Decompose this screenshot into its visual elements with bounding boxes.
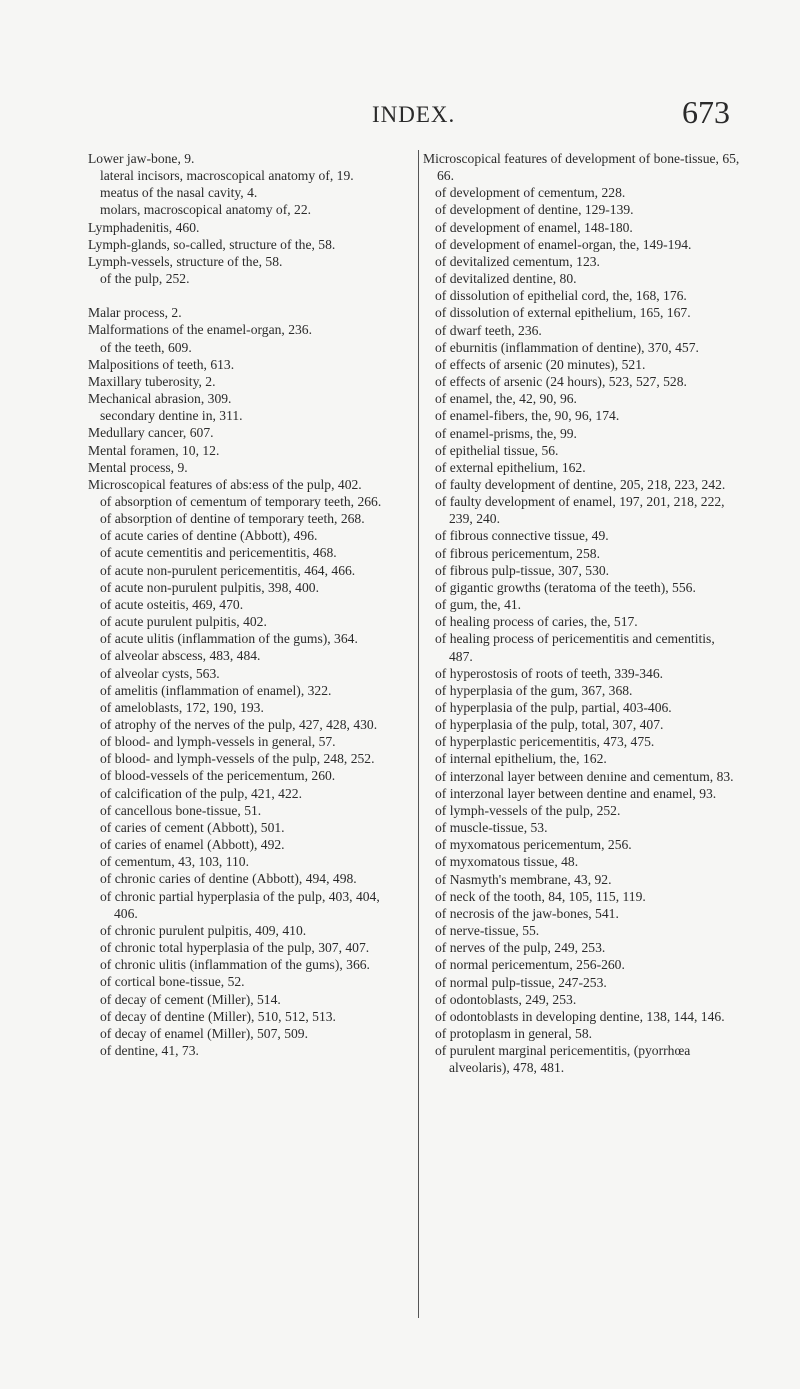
index-entry: Microscopical features of abs:ess of the pulp, 402. bbox=[88, 476, 362, 492]
index-subentry: of lymph-vessels of the pulp, 252. bbox=[435, 802, 621, 818]
index-subentry: of the teeth, 609. bbox=[100, 339, 192, 355]
index-subentry: of hyperplasia of the pulp, total, 307, 407. bbox=[435, 717, 664, 733]
index-subentry: of purulent marginal pericementitis, (pyorrhœa alveolaris), 478, 481. bbox=[435, 1043, 691, 1076]
index-subentry: of cementum, 43, 103, 110. bbox=[100, 854, 250, 870]
index-subentry: of decay of dentine (Miller), 510, 512, 513. bbox=[100, 1008, 336, 1024]
section-gap bbox=[88, 287, 404, 304]
index-subentry: of cancellous bone-tissue, 51. bbox=[100, 802, 262, 818]
index-subentry: of fibrous pericementum, 258. bbox=[435, 545, 600, 561]
index-subentry: of development of cementum, 228. bbox=[435, 185, 626, 201]
index-subentry: of chronic purulent pulpitis, 409, 410. bbox=[100, 922, 307, 938]
page-header bbox=[0, 94, 800, 138]
index-subentry: of fibrous pulp-tissue, 307, 530. bbox=[435, 562, 610, 578]
index-entry: Mental process, 9. bbox=[88, 459, 188, 475]
running-title: INDEX. bbox=[372, 102, 456, 127]
index-subentry: of faulty development of dentine, 205, 218, 223, 242. bbox=[435, 476, 726, 492]
index-subentry: of gigantic growths (teratoma of the teeth), 556. bbox=[435, 579, 696, 595]
index-subentry: of hyperplasia of the gum, 367, 368. bbox=[435, 682, 633, 698]
index-subentry: of myxomatous tissue, 48. bbox=[435, 854, 579, 870]
index-subentry: meatus of the nasal cavity, 4. bbox=[100, 185, 258, 201]
page-number: 673 bbox=[682, 94, 730, 130]
index-subentry: of Nasmyth's membrane, 43, 92. bbox=[435, 871, 612, 887]
index-subentry: of dissolution of external epithelium, 165, 167. bbox=[435, 305, 691, 321]
index-subentry: of acute non-purulent pulpitis, 398, 400. bbox=[100, 579, 319, 595]
index-subentry: of chronic ulitis (inflammation of the gums), 366. bbox=[100, 957, 370, 973]
index-subentry: secondary dentine in, 311. bbox=[100, 408, 243, 424]
index-subentry: of cortical bone-tissue, 52. bbox=[100, 974, 245, 990]
index-subentry: of absorption of cementum of temporary teeth, 266. bbox=[100, 493, 382, 509]
index-subentry: of necrosis of the jaw-bones, 541. bbox=[435, 905, 619, 921]
index-entry: Lymph-glands, so-called, structure of the, 58. bbox=[88, 236, 336, 252]
index-entry: Lymph-vessels, structure of the, 58. bbox=[88, 253, 283, 269]
index-subentry: lateral incisors, macroscopical anatomy of, 19. bbox=[100, 168, 354, 184]
index-subentry: of hyperostosis of roots of teeth, 339-346. bbox=[435, 665, 664, 681]
index-subentry: of odontoblasts, 249, 253. bbox=[435, 991, 577, 1007]
index-subentry: of fibrous connective tissue, 49. bbox=[435, 528, 609, 544]
index-subentry: of decay of enamel (Miller), 507, 509. bbox=[100, 1025, 308, 1041]
index-subentry: of development of enamel, 148-180. bbox=[435, 219, 633, 235]
index-subentry: of nerves of the pulp, 249, 253. bbox=[435, 940, 606, 956]
index-subentry: of chronic caries of dentine (Abbott), 494, 498. bbox=[100, 871, 357, 887]
index-entry: Microscopical features of development of bone-tissue, 65, 66. bbox=[423, 151, 740, 184]
index-subentry: of effects of arsenic (20 minutes), 521. bbox=[435, 356, 646, 372]
index-subentry: of caries of enamel (Abbott), 492. bbox=[100, 837, 285, 853]
index-subentry: of normal pulp-tissue, 247-253. bbox=[435, 974, 607, 990]
index-subentry: of normal pericementum, 256-260. bbox=[435, 957, 625, 973]
index-subentry: of effects of arsenic (24 hours), 523, 527, 528. bbox=[435, 374, 687, 390]
index-subentry: of caries of cement (Abbott), 501. bbox=[100, 819, 285, 835]
index-subentry: of interzonal layer between denıine and cementum, 83. bbox=[435, 768, 734, 784]
index-subentry: of amelitis (inflammation of enamel), 322. bbox=[100, 682, 332, 698]
index-subentry: of alveolar abscess, 483, 484. bbox=[100, 648, 261, 664]
index-entry: Lower jaw-bone, 9. bbox=[88, 151, 195, 166]
index-subentry: of faulty development of enamel, 197, 201, 218, 222, 239, 240. bbox=[435, 494, 725, 527]
index-subentry: of gum, the, 41. bbox=[435, 597, 522, 613]
index-subentry: of enamel-prisms, the, 99. bbox=[435, 425, 577, 441]
index-subentry: of neck of the tooth, 84, 105, 115, 119. bbox=[435, 888, 646, 904]
index-subentry: of myxomatous pericementum, 256. bbox=[435, 837, 632, 853]
index-subentry: of acute osteitis, 469, 470. bbox=[100, 596, 244, 612]
index-subentry: of healing process of pericementitis and cementitis, 487. bbox=[435, 631, 715, 664]
index-subentry: of acute non-purulent pericementitis, 464, 466. bbox=[100, 562, 356, 578]
index-subentry: of ameloblasts, 172, 190, 193. bbox=[100, 699, 264, 715]
index-subentry: of calcification of the pulp, 421, 422. bbox=[100, 785, 302, 801]
index-subentry: of internal epithelium, the, 162. bbox=[435, 751, 607, 767]
index-subentry: of hyperplastic pericementitis, 473, 475. bbox=[435, 734, 655, 750]
index-subentry: of dissolution of epithelial cord, the, 168, 176. bbox=[435, 288, 687, 304]
index-entry: Mechanical abrasion, 309. bbox=[88, 391, 232, 407]
index-subentry: of alveolar cysts, 563. bbox=[100, 665, 220, 681]
index-subentry: of protoplasm in general, 58. bbox=[435, 1025, 593, 1041]
index-entry: Maxillary tuberosity, 2. bbox=[88, 373, 216, 389]
index-subentry: of development of dentine, 129-139. bbox=[435, 202, 634, 218]
index-entry: Malar process, 2. bbox=[88, 305, 182, 321]
index-subentry: of healing process of caries, the, 517. bbox=[435, 614, 638, 630]
right-index-column bbox=[418, 150, 741, 1318]
index-subentry: of interzonal layer between dentine and enamel, 93. bbox=[435, 785, 717, 801]
index-subentry: of acute purulent pulpitis, 402. bbox=[100, 614, 267, 630]
left-index-column bbox=[88, 150, 404, 1059]
index-entry: Malpositions of teeth, 613. bbox=[88, 356, 235, 372]
index-subentry: of muscle-tissue, 53. bbox=[435, 820, 548, 836]
index-subentry: of acute caries of dentine (Abbott), 496. bbox=[100, 528, 318, 544]
index-subentry: of development of enamel-organ, the, 149-194. bbox=[435, 236, 692, 252]
index-subentry: of enamel-fibers, the, 90, 96, 174. bbox=[435, 408, 620, 424]
index-subentry: of devitalized dentine, 80. bbox=[435, 271, 577, 287]
index-subentry: of hyperplasia of the pulp, partial, 403-406. bbox=[435, 700, 672, 715]
index-subentry: of external epithelium, 162. bbox=[435, 459, 586, 475]
index-subentry: of decay of cement (Miller), 514. bbox=[100, 991, 281, 1007]
index-subentry: of dentine, 41, 73. bbox=[100, 1042, 199, 1058]
index-entry: Lymphadenitis, 460. bbox=[88, 219, 200, 235]
index-subentry: of acute ulitis (inflammation of the gums), 364. bbox=[100, 631, 358, 647]
index-entry: Medullary cancer, 607. bbox=[88, 425, 214, 441]
index-subentry: of blood-vessels of the pericementum, 260. bbox=[100, 768, 336, 784]
index-subentry: of the pulp, 252. bbox=[100, 271, 190, 287]
index-subentry: of atrophy of the nerves of the pulp, 427, 428, 430. bbox=[100, 717, 378, 732]
index-subentry: of dwarf teeth, 236. bbox=[435, 322, 542, 338]
index-subentry: of devitalized cementum, 123. bbox=[435, 253, 600, 269]
index-subentry: of enamel, the, 42, 90, 96. bbox=[435, 391, 577, 407]
index-subentry: of epithelial tissue, 56. bbox=[435, 442, 559, 458]
index-subentry: of blood- and lymph-vessels of the pulp, 248, 252. bbox=[100, 751, 375, 767]
index-subentry: of eburnitis (inflammation of dentine), 370, 457. bbox=[435, 339, 699, 355]
index-subentry: of absorption of dentine of temporary teeth, 268. bbox=[100, 511, 365, 527]
index-entry: Malformations of the enamel-organ, 236. bbox=[88, 322, 312, 338]
index-subentry: of chronic total hyperplasia of the pulp, 307, 407. bbox=[100, 940, 370, 956]
index-subentry: of blood- and lymph-vessels in general, 57. bbox=[100, 734, 336, 750]
index-subentry: of acute cementitis and pericementitis, 468. bbox=[100, 545, 337, 561]
index-subentry: of odontoblasts in developing dentine, 138, 144, 146. bbox=[435, 1008, 725, 1024]
index-subentry: molars, macroscopical anatomy of, 22. bbox=[100, 202, 312, 218]
index-entry: Mental foramen, 10, 12. bbox=[88, 442, 220, 458]
index-subentry: of nerve-tissue, 55. bbox=[435, 923, 540, 939]
index-subentry: of chronic partial hyperplasia of the pulp, 403, 404, 406. bbox=[100, 888, 380, 921]
